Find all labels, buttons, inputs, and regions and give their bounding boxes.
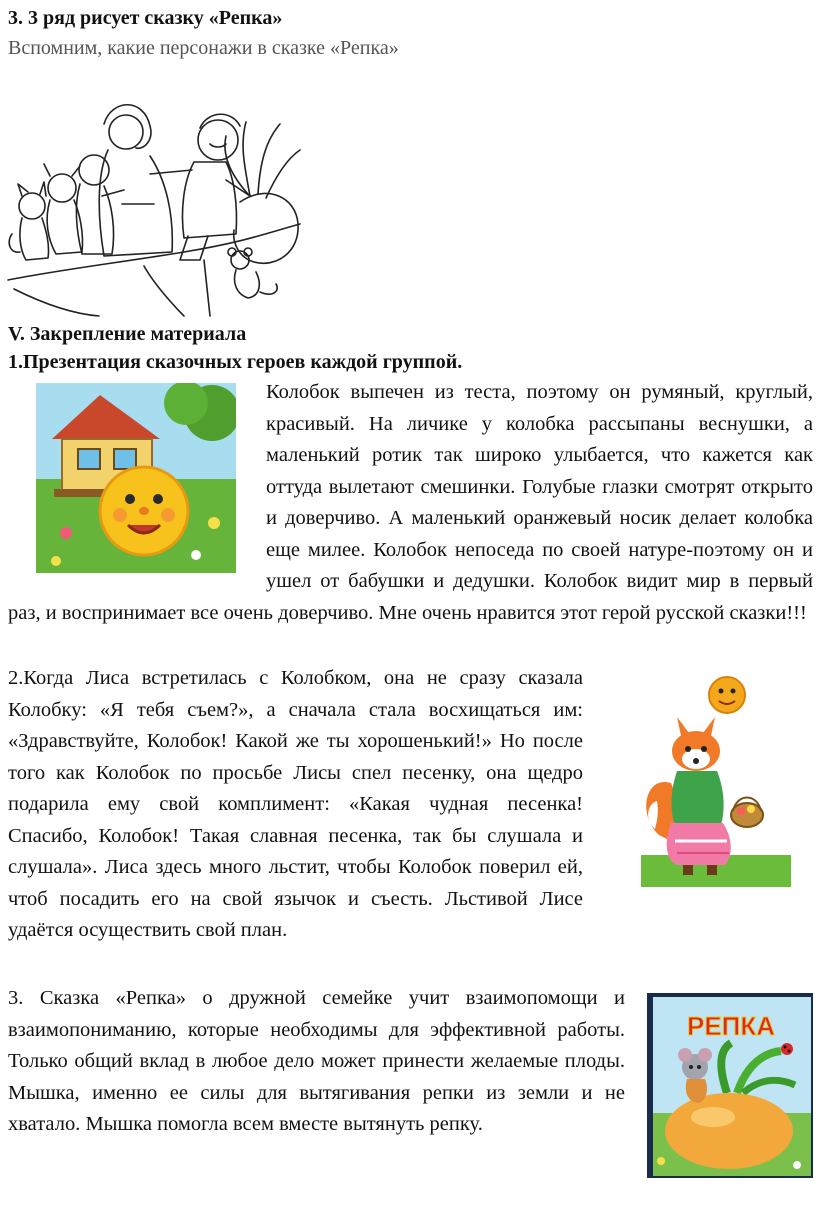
section-3-title: 3. 3 ряд рисует сказку «Репка»	[8, 7, 283, 29]
repka-section	[8, 983, 813, 1182]
fox-paragraph: 2.Когда Лиса встретилась с Колобком, она не сразу сказала Колобку: «Я тебя съем?», а сначала стала восхищаться им: «Здравствуйте, Колобок! Какой же ты хорошенький!» Но после того как Колобок по просьбе Лисы спел песенку, она щедро подарила ему свой комплимент: «Какая чудная песенка! Спасибо, Колобок! Такая славная песенка, так бы слушала и слушала». Лиса здесь много льстит, чтобы Колобок поверил ей, чтоб посадить его на свой язычок и съесть. Льстивой Лисе удаётся осуществить свой план.	[8, 667, 583, 941]
section-5-subtitle: 1.Презентация сказочных героев каждой группой.	[8, 351, 463, 373]
fox-section	[8, 663, 813, 947]
section-5-title: V. Закрепление материала	[8, 323, 247, 345]
kolobok-section	[8, 377, 813, 629]
section-3-subtitle: Вспомним, какие персонажи в сказке «Репка»	[8, 37, 399, 59]
kolobok-paragraph: Колобок выпечен из теста, поэтому он румяный, круглый, красивый. На личике у колобка рассыпаны веснушки, а маленький ротик так широко улыбается, что кажется как оттуда вылетают смешинки. Голубые глазки смотрят открыто и доверчиво. А маленький оранжевый носик делает колобка еще милее. Колобок непоседа по своей натуре-поэтому он и ушел от бабушки и дедушки. Колобок видит мир в первый раз, и воспринимает все очень доверчиво. Мне очень нравится этот герой русской сказки!!!	[8, 381, 813, 624]
repka-coloring-illustration	[4, 84, 304, 318]
fox-picture	[641, 665, 791, 887]
kolobok-picture	[36, 383, 236, 573]
repka-cover-title: РЕПКА	[686, 1011, 776, 1041]
repka-book-cover	[647, 993, 813, 1178]
repka-paragraph: 3. Сказка «Репка» о дружной семейке учит взаимопомощи и взаимопониманию, которые необходимы для эффективной работы. Только общий вклад в любое дело может принести желаемые плоды. Мышка, именно ее силы для вытягивания репки из земли и не хватало. Мышка помогла всем вместе вытянуть репку.	[8, 987, 625, 1135]
